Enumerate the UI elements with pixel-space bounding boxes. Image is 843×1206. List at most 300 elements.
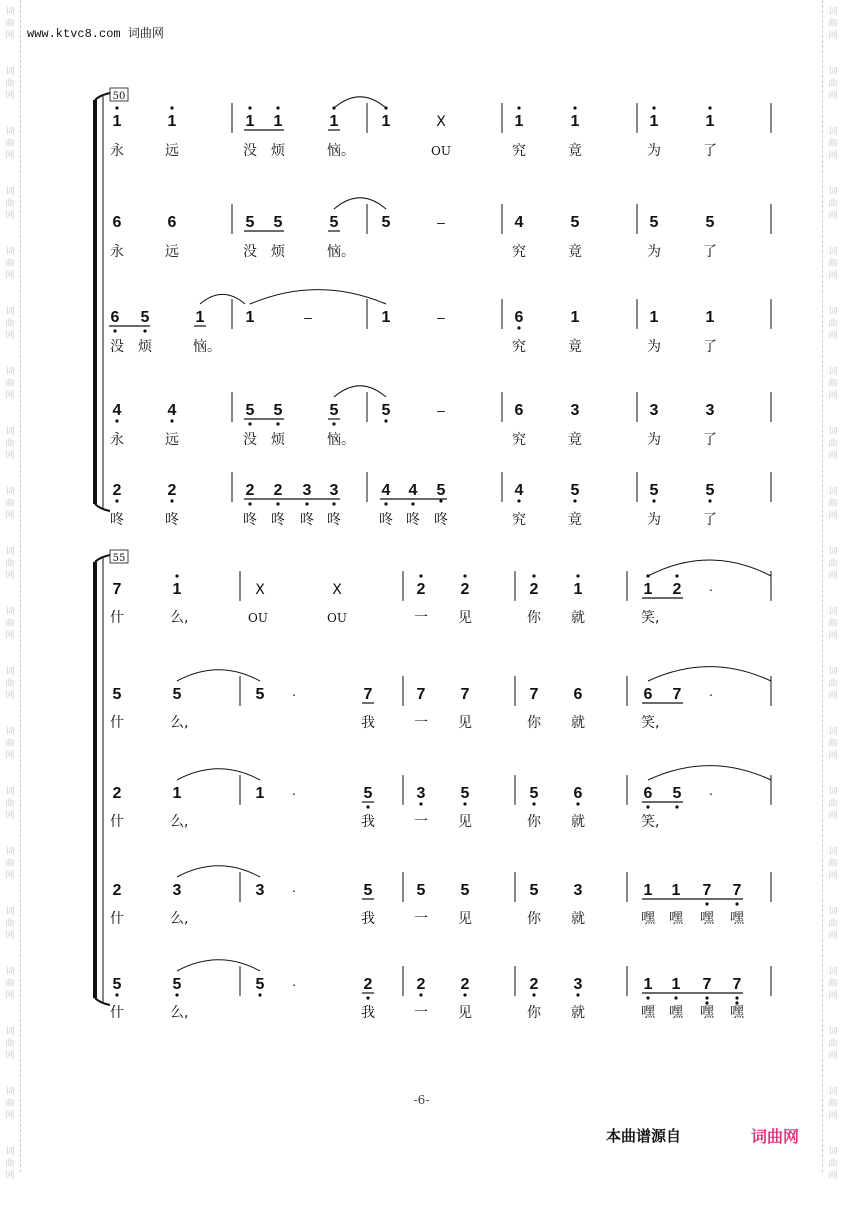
sustain-mark: · <box>708 785 714 801</box>
lyric: 竟 <box>568 244 582 260</box>
lyric: 为 <box>647 244 661 260</box>
watermark-char: 词 <box>828 727 838 737</box>
sustain-mark: – <box>304 309 312 325</box>
note: 7 <box>732 882 742 899</box>
lyric: 笑, <box>641 814 660 830</box>
low-octave-dot <box>366 805 369 808</box>
lyric: 竟 <box>568 432 582 448</box>
lyric: 咚 <box>271 512 285 528</box>
lyric: 咚 <box>406 512 420 528</box>
lyric: 笑, <box>641 610 660 626</box>
measure-number: 50 <box>112 91 126 102</box>
note: 2 <box>273 482 283 499</box>
sustain-mark: – <box>437 402 445 418</box>
low-octave-dot <box>258 993 261 996</box>
lyric: 见 <box>458 1005 472 1021</box>
watermark-char: 曲 <box>5 139 15 149</box>
watermark-char: 曲 <box>828 19 838 29</box>
note: 5 <box>172 976 182 993</box>
note: 2 <box>460 581 470 598</box>
note: 5 <box>460 882 470 899</box>
lyric: 就 <box>571 814 585 830</box>
low-octave-dot <box>517 326 520 329</box>
lyric: 恼。 <box>327 143 355 159</box>
lyric: 了 <box>703 143 717 159</box>
watermark-char: 曲 <box>828 1039 838 1049</box>
note: 5 <box>381 214 391 231</box>
watermark-char: 词 <box>5 307 15 317</box>
lyric: 咚 <box>379 512 393 528</box>
watermark-char: 词 <box>828 307 838 317</box>
note: 1 <box>381 113 391 130</box>
watermark-char: 曲 <box>828 79 838 89</box>
slur <box>250 290 386 304</box>
lyric: 么, <box>170 610 189 626</box>
note: 5 <box>436 482 446 499</box>
note: 7 <box>460 686 470 703</box>
high-octave-dot <box>276 106 279 109</box>
sustain-mark: · <box>708 686 714 702</box>
note: 2 <box>460 976 470 993</box>
lyric: 见 <box>458 814 472 830</box>
note: 3 <box>302 482 312 499</box>
watermark-char: 词 <box>828 607 838 617</box>
note: 1 <box>573 581 583 598</box>
watermark-char: 曲 <box>5 739 15 749</box>
low-octave-dot <box>170 419 173 422</box>
lyric: 为 <box>647 143 661 159</box>
low-octave-dot <box>248 502 251 505</box>
note: 1 <box>570 113 580 130</box>
watermark-char: 曲 <box>828 199 838 209</box>
note: 5 <box>172 686 182 703</box>
lyric: 见 <box>458 911 472 927</box>
watermark-char: 词 <box>5 727 15 737</box>
lyric: 我 <box>361 715 375 731</box>
lyric: 你 <box>527 715 541 731</box>
note: 5 <box>705 482 715 499</box>
low-octave-dot <box>411 502 414 505</box>
watermark-char: 词 <box>828 967 838 977</box>
score-system <box>95 88 771 528</box>
lyric: 远 <box>165 244 179 260</box>
sustain-mark: · <box>291 976 297 992</box>
low-octave-dot <box>384 419 387 422</box>
low-octave-dot <box>735 902 738 905</box>
lyric: 永 <box>110 432 124 448</box>
watermark-char: 网 <box>5 811 15 821</box>
lyric: 嘿 <box>641 1005 655 1021</box>
watermark-char: 网 <box>828 931 838 941</box>
note: 1 <box>245 309 255 326</box>
low-octave-dot <box>463 802 466 805</box>
lyric: 咚 <box>243 512 257 528</box>
watermark-char: 网 <box>828 31 838 41</box>
sustain-mark: · <box>708 581 714 597</box>
lyric: 嘿 <box>730 1005 744 1021</box>
note: 1 <box>329 113 339 130</box>
watermark-char: 词 <box>828 847 838 857</box>
lyric: 一 <box>414 911 428 927</box>
lyric: 我 <box>361 911 375 927</box>
high-octave-dot <box>532 574 535 577</box>
lyric: 就 <box>571 1005 585 1021</box>
watermark-char: 词 <box>828 427 838 437</box>
watermark-char: 词 <box>828 1087 838 1097</box>
low-octave-dot <box>143 329 146 332</box>
lyric: 了 <box>703 244 717 260</box>
watermark-char: 词 <box>828 487 838 497</box>
watermark-char: 网 <box>828 871 838 881</box>
lyric: 远 <box>165 143 179 159</box>
lyric: 么, <box>170 715 189 731</box>
low-octave-dot <box>576 993 579 996</box>
note: 1 <box>195 309 205 326</box>
note: 2 <box>112 785 122 802</box>
low-octave-dot <box>439 499 442 502</box>
low-octave-dot <box>170 499 173 502</box>
lyric: 烦 <box>138 339 152 355</box>
note: 5 <box>245 214 255 231</box>
lyric: 竟 <box>568 143 582 159</box>
watermark-char: 网 <box>5 31 15 41</box>
watermark-char: 网 <box>828 151 838 161</box>
high-octave-dot <box>115 106 118 109</box>
note: 7 <box>732 976 742 993</box>
low-octave-dot <box>463 993 466 996</box>
slur <box>648 560 771 576</box>
watermark-char: 曲 <box>5 559 15 569</box>
watermark-char: 词 <box>828 787 838 797</box>
low-octave-dot <box>115 499 118 502</box>
watermark-char: 词 <box>828 667 838 677</box>
watermark-char: 网 <box>5 691 15 701</box>
low-octave-dot <box>532 993 535 996</box>
low-octave-dot <box>276 422 279 425</box>
watermark-char: 网 <box>5 991 15 1001</box>
voice-staff <box>110 97 771 159</box>
watermark-char: 词 <box>5 607 15 617</box>
watermark-char: 词 <box>5 1027 15 1037</box>
watermark-char: 词 <box>5 967 15 977</box>
lyric: 烦 <box>271 244 285 260</box>
slur <box>177 670 260 681</box>
spoken-note: X <box>255 582 265 598</box>
lyric: 了 <box>703 339 717 355</box>
lyric: 就 <box>571 911 585 927</box>
low-octave-dot <box>573 499 576 502</box>
lyric: 恼。 <box>327 244 355 260</box>
note: 5 <box>649 214 659 231</box>
score-system <box>95 550 771 1021</box>
lyric: 远 <box>165 432 179 448</box>
lyric: 咚 <box>434 512 448 528</box>
note: 3 <box>649 402 659 419</box>
note: 5 <box>329 402 339 419</box>
lyric: 为 <box>647 339 661 355</box>
low-octave-dot <box>708 499 711 502</box>
lyric: 究 <box>512 512 526 528</box>
low-octave-dot <box>276 502 279 505</box>
note: 1 <box>172 785 182 802</box>
watermark-char: 曲 <box>828 619 838 629</box>
watermark-char: 词 <box>828 547 838 557</box>
note: 6 <box>167 214 177 231</box>
watermark-char: 词 <box>5 667 15 677</box>
sustain-mark: – <box>437 214 445 230</box>
watermark-char: 网 <box>5 151 15 161</box>
lyric: 一 <box>414 1005 428 1021</box>
note: 5 <box>112 976 122 993</box>
watermark-char: 网 <box>5 1171 15 1181</box>
lyric: 嘿 <box>641 911 655 927</box>
low-octave-dot <box>115 419 118 422</box>
lyric: 没 <box>243 432 257 448</box>
watermark-char: 网 <box>828 571 838 581</box>
watermark-char: 曲 <box>5 499 15 509</box>
voice-staff <box>110 386 771 448</box>
note: 6 <box>573 785 583 802</box>
note: 3 <box>705 402 715 419</box>
watermark-char: 曲 <box>5 679 15 689</box>
lyric: 永 <box>110 143 124 159</box>
high-octave-dot <box>175 574 178 577</box>
lyric: 究 <box>512 244 526 260</box>
watermark-char: 网 <box>5 451 15 461</box>
low-octave-dot <box>419 993 422 996</box>
low-octave-dot <box>675 805 678 808</box>
note: 5 <box>416 882 426 899</box>
sustain-mark: · <box>291 686 297 702</box>
lyric: 一 <box>414 715 428 731</box>
note: 7 <box>363 686 373 703</box>
watermark-char: 网 <box>828 691 838 701</box>
lyric: 恼。 <box>193 339 221 355</box>
lyric: 没 <box>243 143 257 159</box>
lyric: 咚 <box>165 512 179 528</box>
watermark-char: 词 <box>5 787 15 797</box>
note: 2 <box>363 976 373 993</box>
note: 1 <box>671 976 681 993</box>
note: 1 <box>514 113 524 130</box>
note: 1 <box>273 113 283 130</box>
note: 1 <box>112 113 122 130</box>
sustain-mark: · <box>291 882 297 898</box>
watermark-char: 词 <box>5 907 15 917</box>
note: 7 <box>672 686 682 703</box>
slur <box>200 294 245 304</box>
note: 5 <box>273 402 283 419</box>
lyric: 没 <box>243 244 257 260</box>
note: 6 <box>643 785 653 802</box>
watermark-char: 曲 <box>828 919 838 929</box>
note: 3 <box>255 882 265 899</box>
note: 5 <box>140 309 150 326</box>
voice-staff <box>110 766 771 830</box>
watermark-char: 网 <box>5 571 15 581</box>
note: 1 <box>649 113 659 130</box>
high-octave-dot <box>419 574 422 577</box>
note: 4 <box>167 402 177 419</box>
watermark-char: 曲 <box>828 799 838 809</box>
watermark-char: 网 <box>5 331 15 341</box>
note: 1 <box>643 581 653 598</box>
lyric: 什 <box>110 715 124 731</box>
watermark-char: 词 <box>828 67 838 77</box>
note: 2 <box>416 581 426 598</box>
lyric: 嘿 <box>669 911 683 927</box>
voice-staff <box>110 472 771 528</box>
note: 1 <box>643 976 653 993</box>
note: 5 <box>363 882 373 899</box>
note: 5 <box>245 402 255 419</box>
watermark-char: 曲 <box>5 799 15 809</box>
lyric: 了 <box>703 432 717 448</box>
low-octave-dot <box>305 502 308 505</box>
lyric: 什 <box>110 814 124 830</box>
lyric: 究 <box>512 143 526 159</box>
note: 4 <box>514 482 524 499</box>
high-octave-dot <box>463 574 466 577</box>
low-octave-dot <box>248 422 251 425</box>
lyric: 究 <box>512 339 526 355</box>
note: 7 <box>112 581 122 598</box>
watermark-char: 词 <box>5 1147 15 1157</box>
lyric: 什 <box>110 610 124 626</box>
watermark-char: 曲 <box>828 319 838 329</box>
slur <box>177 960 260 971</box>
watermark-char: 网 <box>5 211 15 221</box>
watermark-char: 曲 <box>5 79 15 89</box>
sustain-mark: · <box>291 785 297 801</box>
lyric: 你 <box>527 814 541 830</box>
voice-staff <box>110 960 771 1021</box>
watermark-char: 曲 <box>828 439 838 449</box>
watermark-char: 词 <box>5 427 15 437</box>
watermark-char: 词 <box>828 907 838 917</box>
note: 1 <box>245 113 255 130</box>
lyric: 烦 <box>271 143 285 159</box>
note: 6 <box>643 686 653 703</box>
lyric: 恼。 <box>327 432 355 448</box>
site-url[interactable]: www.ktvc8.com <box>27 27 121 41</box>
lyric: 嘿 <box>669 1005 683 1021</box>
note: 5 <box>329 214 339 231</box>
sustain-mark: – <box>437 309 445 325</box>
slur <box>334 386 386 397</box>
low-octave-dot <box>115 993 118 996</box>
high-octave-dot <box>170 106 173 109</box>
watermark-char: 曲 <box>5 19 15 29</box>
note: 3 <box>172 882 182 899</box>
watermark-char: 词 <box>5 487 15 497</box>
watermark-char: 网 <box>5 1051 15 1061</box>
watermark-char: 词 <box>5 127 15 137</box>
watermark-char: 词 <box>5 1087 15 1097</box>
high-octave-dot <box>517 106 520 109</box>
high-octave-dot <box>652 106 655 109</box>
lyric: 永 <box>110 244 124 260</box>
note: 6 <box>112 214 122 231</box>
lyric: 为 <box>647 432 661 448</box>
note: 1 <box>649 309 659 326</box>
watermark-char: 曲 <box>5 379 15 389</box>
note: 5 <box>273 214 283 231</box>
note: 1 <box>381 309 391 326</box>
site-name: 词曲网 <box>127 26 164 40</box>
note: 1 <box>705 113 715 130</box>
watermark-char: 曲 <box>828 979 838 989</box>
note: 1 <box>671 882 681 899</box>
watermark-char: 网 <box>5 271 15 281</box>
watermark-char: 网 <box>5 931 15 941</box>
watermark-char: 网 <box>828 271 838 281</box>
note: 5 <box>255 976 265 993</box>
measure-number: 55 <box>112 553 126 564</box>
watermark-char: 词 <box>5 247 15 257</box>
note: 3 <box>329 482 339 499</box>
watermark-char: 网 <box>5 631 15 641</box>
lyric: 究 <box>512 432 526 448</box>
low-octave-dot <box>419 802 422 805</box>
note: 6 <box>110 309 120 326</box>
low-octave-dot <box>384 502 387 505</box>
note: 6 <box>514 402 524 419</box>
voice-staff <box>110 866 771 927</box>
watermark-char: 曲 <box>828 859 838 869</box>
slur <box>648 766 771 780</box>
page-number: -6- <box>413 1093 430 1107</box>
note: 7 <box>416 686 426 703</box>
low-octave-dot <box>652 499 655 502</box>
watermark-char: 曲 <box>828 679 838 689</box>
footer-logo[interactable]: 词曲网 <box>751 1127 800 1146</box>
lyric: 咚 <box>327 512 341 528</box>
low-octave-dot <box>175 993 178 996</box>
note: 2 <box>112 482 122 499</box>
watermark-char: 词 <box>828 247 838 257</box>
lyric: 就 <box>571 610 585 626</box>
watermark-char: 词 <box>5 367 15 377</box>
lyric: 么, <box>170 1005 189 1021</box>
lyric: 什 <box>110 911 124 927</box>
watermark-char: 曲 <box>828 1159 838 1169</box>
watermark-char: 词 <box>828 187 838 197</box>
high-octave-dot <box>576 574 579 577</box>
note: 5 <box>705 214 715 231</box>
note: 3 <box>416 785 426 802</box>
low-octave-dot <box>705 902 708 905</box>
low-octave-dot <box>646 805 649 808</box>
watermark-char: 曲 <box>828 739 838 749</box>
watermark-char: 词 <box>5 847 15 857</box>
note: 5 <box>649 482 659 499</box>
lyric: 没 <box>110 339 124 355</box>
note: 7 <box>702 976 712 993</box>
watermark-char: 曲 <box>828 379 838 389</box>
lyric: 你 <box>527 1005 541 1021</box>
watermark-char: 网 <box>828 1111 838 1121</box>
note: 4 <box>514 214 524 231</box>
high-octave-dot <box>573 106 576 109</box>
lyric: 笑, <box>641 715 660 731</box>
watermark-char: 网 <box>828 211 838 221</box>
note: 4 <box>381 482 391 499</box>
note: 2 <box>672 581 682 598</box>
watermark-char: 词 <box>5 7 15 17</box>
lyric: 一 <box>414 610 428 626</box>
note: 2 <box>167 482 177 499</box>
